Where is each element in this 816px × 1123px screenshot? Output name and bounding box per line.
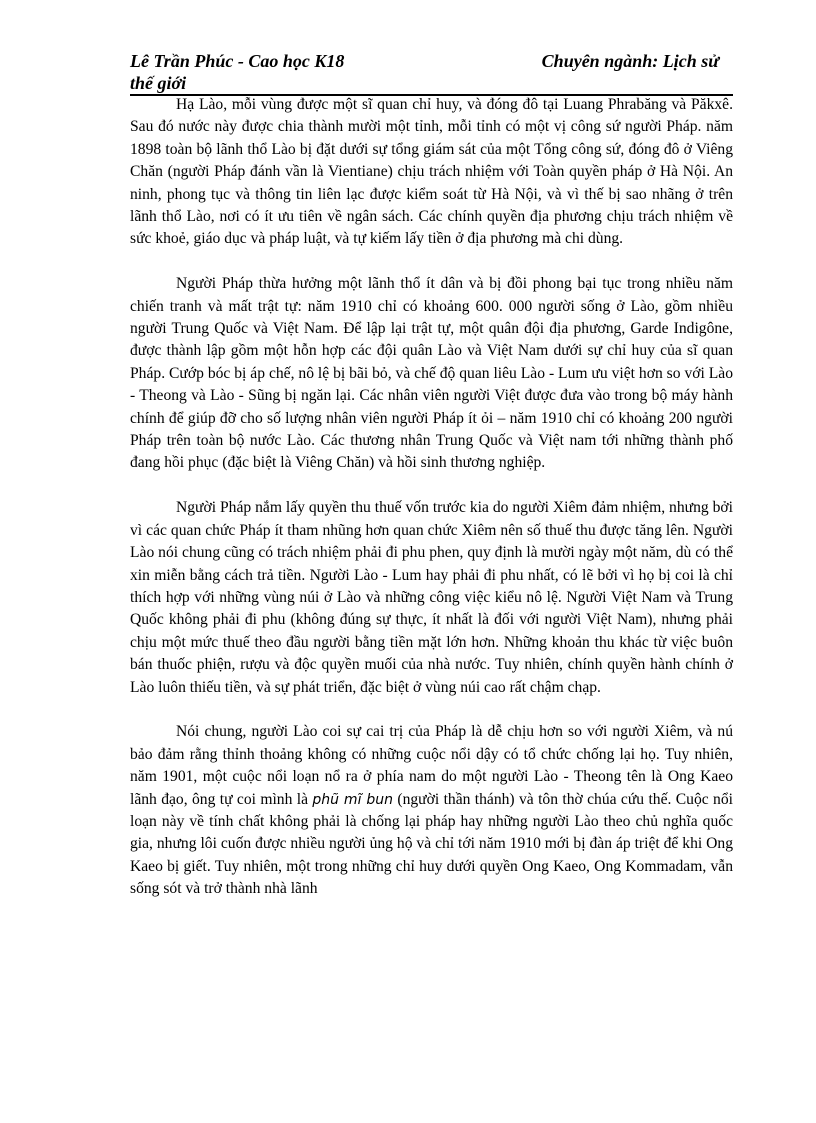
header-author <box>130 50 530 94</box>
paragraph-2: Người Pháp thừa hưởng một lãnh thổ ít dân và bị đồi phong bại tục trong nhiều năm chiến tranh và mất trật tự: năm 1910 chỉ có khoảng 600. 000 người sống ở Lào, gồm nhiều người Trung Quốc và Việt Nam. Để lập lại trật tự, một quân đội địa phương, Garde Indigône, được thành lập gồm một hỗn hợp các đội quân Lào và Việt Nam dưới sự chỉ huy của sĩ quan Pháp. Cướp bóc bị áp chế, nô lệ bị bãi bỏ, và chế độ quan liêu Lào - Lum ưu việt hơn so với Lào - Theong và Lào - Sũng bị ngăn lại. Các nhân viên người Việt được đưa vào trong bộ máy hành chính để giúp đỡ cho số lượng nhân viên người Pháp ít ỏi – năm 1910 chỉ có khoảng 200 người Pháp trên toàn bộ nước Lào. Các thương nhân Trung Quốc và Việt nam tới những thành phố đang hồi phục (đặc biệt là Viêng Chăn) và hồi sinh thương nghiệp. <box>130 275 733 472</box>
paragraph-4 <box>130 721 733 900</box>
paragraph-1: Hạ Lào, mỗi vùng được một sĩ quan chỉ huy, và đóng đô tại Luang Phrabăng và Păkxê. Sau đó nước này được chia thành mười một tỉnh, mỗi tỉnh có một vị công sứ người Pháp. năm 1898 toàn bộ lãnh thổ Lào bị đặt dưới sự tổng giám sát của một Tổng công sứ, đóng đô ở Viêng Chăn (người Pháp đánh vần là Vientiane) chịu trách nhiệm với Toàn quyền pháp ở Hà Nội. An ninh, phong tục và thông tin liên lạc được kiểm soát từ Hà Nội, và vì thế bị sao nhãng ở trên lãnh thổ Lào, nơi có ít ưu tiên về ngân sách. Các chính quyền địa phương chịu trách nhiệm về sức khoẻ, giáo dục và pháp luật, và tự kiếm lấy tiền ở địa phương mà chi dùng. <box>130 96 733 248</box>
paragraph-4-italic-term: phũ mĩ bun <box>312 791 394 808</box>
document-body <box>130 94 733 923</box>
paragraph-3: Người Pháp nắm lấy quyền thu thuế vốn trước kia do người Xiêm đảm nhiệm, nhưng bởi vì các quan chức Pháp ít tham nhũng hơn quan chức Xiêm nên số thuế thu được tăng lên. Người Lào nói chung cũng có trách nhiệm phải đi phu phen, quy định là mười ngày một năm, dù có thể xin miễn bằng cách trả tiền. Người Lào - Lum hay phải đi phu nhất, có lẽ bởi vì họ bị coi là chỉ thích hợp với những vùng núi ở Lào và những công việc kiểu nô lệ. Người Việt Nam và Trung Quốc không phải đi phu (không đúng sự thực, ít nhất là đối với người Việt Nam), nhưng phải chịu một mức thuế theo đầu người bằng tiền mặt lớn hơn. Những khoản thu khác từ việc buôn bán thuốc phiện, rượu và độc quyền muối của nhà nước. Tuy nhiên, chính quyền hành chính ở Lào luôn thiếu tiền, và sự phát triển, đặc biệt ở vùng núi cao rất chậm chạp. <box>130 499 733 696</box>
header-author-line2: thế giới <box>130 73 187 93</box>
header-major: Chuyên ngành: Lịch sử <box>541 51 719 71</box>
paragraph-4-part-2: (người thần thánh) và tôn thờ chúa cứu thế. Cuộc nổi loạn này về tính chất không phải là chống lại pháp hay những người Lào theo chủ nghĩa quốc gia, nhưng lôi cuốn được nhiều người ủng hộ và chỉ tới năm 1910 mới bị đàn áp triệt để khi Ong Kaeo bị giết. Tuy nhiên, một trong những chỉ huy dưới quyền Ong Kaeo, Ong Kommadam, vẫn sống sót và trở thành nhà lãnh <box>130 790 733 898</box>
paragraph-4-part-1: Nói chung, người Lào coi sự cai trị của Pháp là dễ chịu hơn so với người Xiêm, và nú bảo đảm rằng thỉnh thoảng không có những cuộc nổi dậy có tổ chức chống lại họ. Tuy nhiên, năm 1901, một cuộc nổi loạn nổ ra ở phía nam do một người Lào - Theong tên là Ong Kaeo lãnh đạo, ông tự coi mình là <box>130 723 733 808</box>
header-author-line1: Lê Trần Phúc - Cao học K18 <box>130 51 345 71</box>
